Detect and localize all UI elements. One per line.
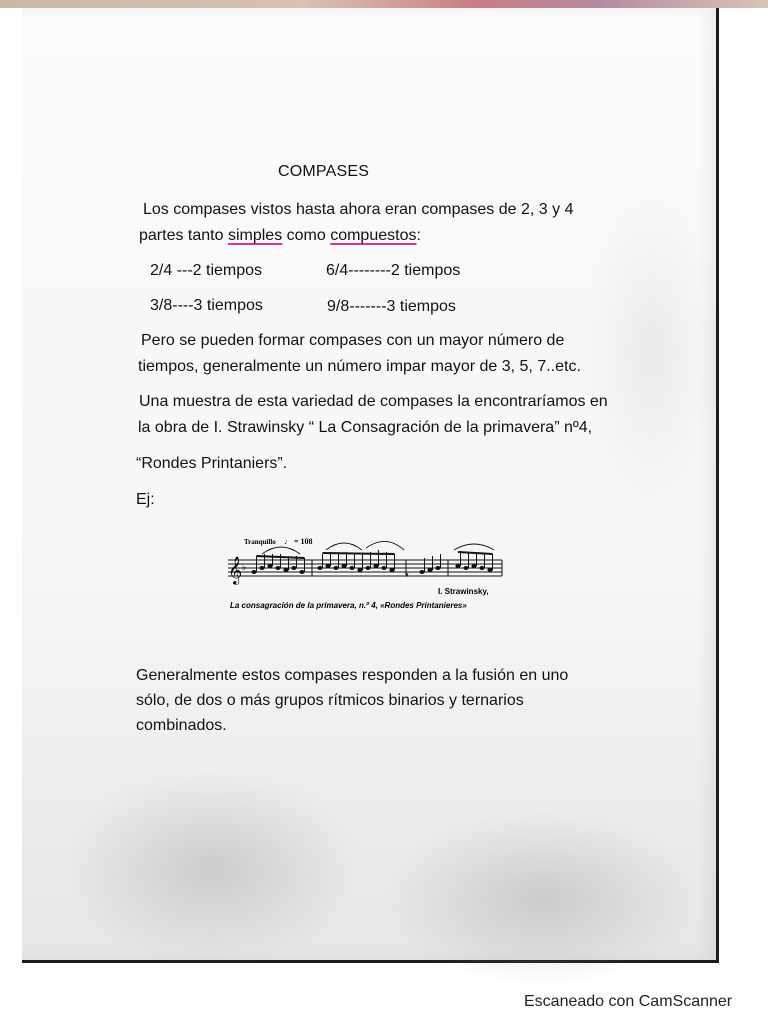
highlight-simples: simples (227, 227, 283, 244)
intro-text: como (282, 227, 331, 244)
score-caption: La consagración de la primavera, n.º 4, «Rondes Printanieres» (230, 601, 467, 610)
scanner-watermark: Escaneado con CamScanner (524, 993, 733, 1010)
highlight-compuestos: compuestos (330, 227, 417, 244)
time-signature-left: 3/8----3 tiempos (150, 297, 263, 314)
intro-line-2 (139, 227, 421, 245)
key-signature: ♭ (242, 563, 247, 573)
page-title: COMPASES (278, 163, 370, 180)
paragraph-line: sólo, de dos o más grupos rítmicos binarios y ternarios (136, 692, 524, 709)
example-label: Ej: (136, 491, 155, 508)
paragraph-line: “Rondes Printaniers”. (136, 455, 288, 472)
time-signature-right: 9/8-------3 tiempos (327, 298, 456, 315)
beams (257, 552, 493, 558)
score-credit: I. Strawinsky, (438, 587, 489, 596)
paragraph-line: Una muestra de esta variedad de compases la encontraríamos en (139, 393, 608, 410)
time-signature-right: 6/4--------2 tiempos (326, 262, 461, 279)
scan-shadow (62, 768, 362, 968)
paragraph-line: la obra de I. Strawinsky “ La Consagración de la primavera” nº4, (138, 419, 593, 436)
intro-text: : (416, 227, 421, 244)
intro-line-1: Los compases vistos hasta ahora eran compases de 2, 3 y 4 (143, 201, 574, 218)
intro-text: partes tanto (139, 227, 228, 244)
scan-shadow (382, 808, 702, 988)
rest-icon: 𝄾 (406, 571, 409, 581)
scan-top-edge (0, 0, 768, 8)
metronome-marking: ♩ = 108 (284, 537, 313, 546)
paragraph-line: combinados. (136, 717, 227, 734)
treble-clef-icon: 𝄞 (228, 556, 243, 584)
scanned-page (22, 8, 719, 963)
scan-shadow (582, 188, 722, 508)
tempo-marking: Tranquillo (244, 538, 276, 546)
paragraph-line: Pero se pueden formar compases con un mayor número de (141, 332, 565, 349)
paragraph-line: tiempos, generalmente un número impar mayor de 3, 5, 7..etc. (138, 358, 581, 375)
time-signature-left: 2/4 ---2 tiempos (150, 262, 263, 279)
paragraph-line: Generalmente estos compases responden a la fusión en uno (136, 667, 569, 684)
